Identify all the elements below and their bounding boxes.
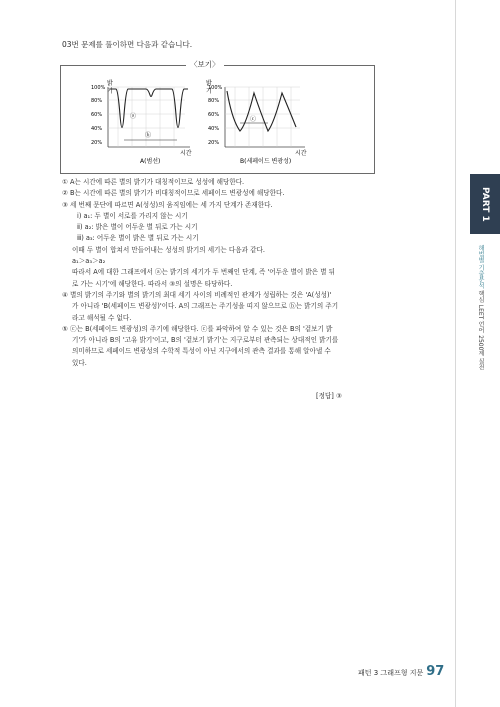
answer-label: [정답] ③ — [316, 392, 342, 400]
graph-b-tick-100: 100% — [208, 85, 223, 91]
graph-b-marker-c: ⓒ — [250, 116, 257, 123]
graph-b-xlabel: 시간 — [295, 150, 307, 157]
side-label-accent: 해법별 기출분석 — [477, 245, 484, 289]
explanation-line: ② B는 시간에 따른 별의 밝기가 비대칭적이므로 세페이드 변광성에 해당한다. — [62, 189, 285, 198]
graph-a-marker-a: ⓐ — [130, 113, 137, 120]
explanation-line: 기'가 아니라 B의 '고유 밝기'이고, B의 '겉보기 밝기'는 지구로부터 관측되는 상대적인 밝기를 — [72, 336, 339, 345]
part-tab: PART 1 — [480, 186, 490, 222]
explanation-line: ④ 별의 밝기의 주기와 별의 밝기의 최대 세기 사이의 비례적인 관계가 성립하는 것은 'A(성성)' — [62, 290, 332, 299]
graph-a-caption: A(범선) — [140, 158, 161, 165]
explanation-line: 라고 해석될 수 없다. — [72, 313, 132, 322]
graph-a-tick-100: 100% — [91, 85, 106, 91]
example-box-title: 〈보기〉 — [186, 59, 224, 70]
stage-item: ⅰ) a₁: 두 별이 서로를 가리지 않는 시기 — [77, 211, 188, 220]
graph-b-tick-40: 40% — [208, 126, 220, 132]
inequality-line: a₁＞a₃＞a₂ — [72, 257, 106, 266]
graph-a-tick-60: 60% — [91, 112, 103, 118]
graph-a-tick-80: 80% — [91, 98, 103, 104]
explanation-line: 있다. — [72, 358, 87, 367]
side-label-rest: 핵심 LEET 언어 2500제 실전 — [477, 288, 484, 371]
example-graphs — [60, 65, 373, 172]
graph-b — [206, 79, 307, 165]
side-label — [476, 245, 485, 370]
explanation-line: 따라서 A에 대한 그래프에서 ⓐ는 밝기의 세기가 두 번째인 단계, 즉 '어두운 별이 밝은 별 뒤 — [72, 268, 336, 277]
stage-item: ⅱ) a₂: 밝은 별이 어두운 별 뒤로 가는 시기 — [77, 223, 198, 232]
explanation-line: 가 아니라 'B(세페이드 변광성)'이다. A의 그래프는 주기성을 띠지 않으므로 ⓑ는 밝기의 주기 — [72, 302, 339, 311]
graph-a-xlabel: 시간 — [180, 150, 192, 157]
graph-b-ylabel-2: 기 — [206, 88, 212, 95]
footer-section-title: 패턴 3 그래프형 지문 — [358, 669, 424, 677]
graph-b-ylabel-1: 밝 — [206, 80, 212, 87]
graph-b-caption: B(세페이드 변광성) — [240, 158, 292, 165]
graph-a-tick-40: 40% — [91, 126, 103, 132]
graph-a — [91, 79, 192, 165]
explanation-line: ① A는 시간에 따른 별의 밝기가 대칭적이므로 성성에 해당한다. — [62, 178, 245, 186]
explanation-line: 이때 두 별이 합쳐서 만들어내는 성성의 밝기의 세기는 다음과 같다. — [72, 245, 265, 254]
graph-a-marker-b: ⓑ — [145, 132, 152, 139]
explanation-line: ③ 세 번째 문단에 따르면 A(성성)의 움직임에는 세 가지 단계가 존재한다. — [62, 200, 273, 209]
intro-text: 03번 문제를 풀이하면 다음과 같습니다. — [62, 40, 193, 49]
explanation-body — [62, 177, 384, 369]
graph-a-tick-20: 20% — [91, 140, 103, 146]
graph-a-ylabel-1: 밝 — [107, 80, 113, 87]
page-gutter-line — [455, 0, 456, 707]
graph-b-curve — [227, 91, 296, 131]
stage-item: ⅲ) a₃: 어두운 별이 밝은 별 뒤로 가는 시기 — [77, 234, 199, 243]
page-number: 97 — [426, 664, 445, 679]
graph-a-curve — [110, 89, 188, 128]
page-footer — [358, 664, 444, 679]
explanation-line: 의미하므로 세페이드 변광성의 수학적 특성이 아닌 지구에서의 관측 결과를 통해 알아낼 수 — [72, 347, 331, 356]
graph-b-tick-60: 60% — [208, 112, 220, 118]
graph-a-ylabel-2: 기 — [107, 88, 113, 95]
graph-b-tick-80: 80% — [208, 98, 220, 104]
explanation-line: 로 가는 시기'에 해당한다. 따라서 ③의 설명은 타당하다. — [72, 279, 233, 288]
graph-b-tick-20: 20% — [208, 140, 220, 146]
explanation-line: ⑤ ⓒ는 B(세페이드 변광성)의 주기에 해당한다. ⓒ를 파악하여 알 수 있는 것은 B의 '겉보기 밝 — [62, 324, 333, 333]
